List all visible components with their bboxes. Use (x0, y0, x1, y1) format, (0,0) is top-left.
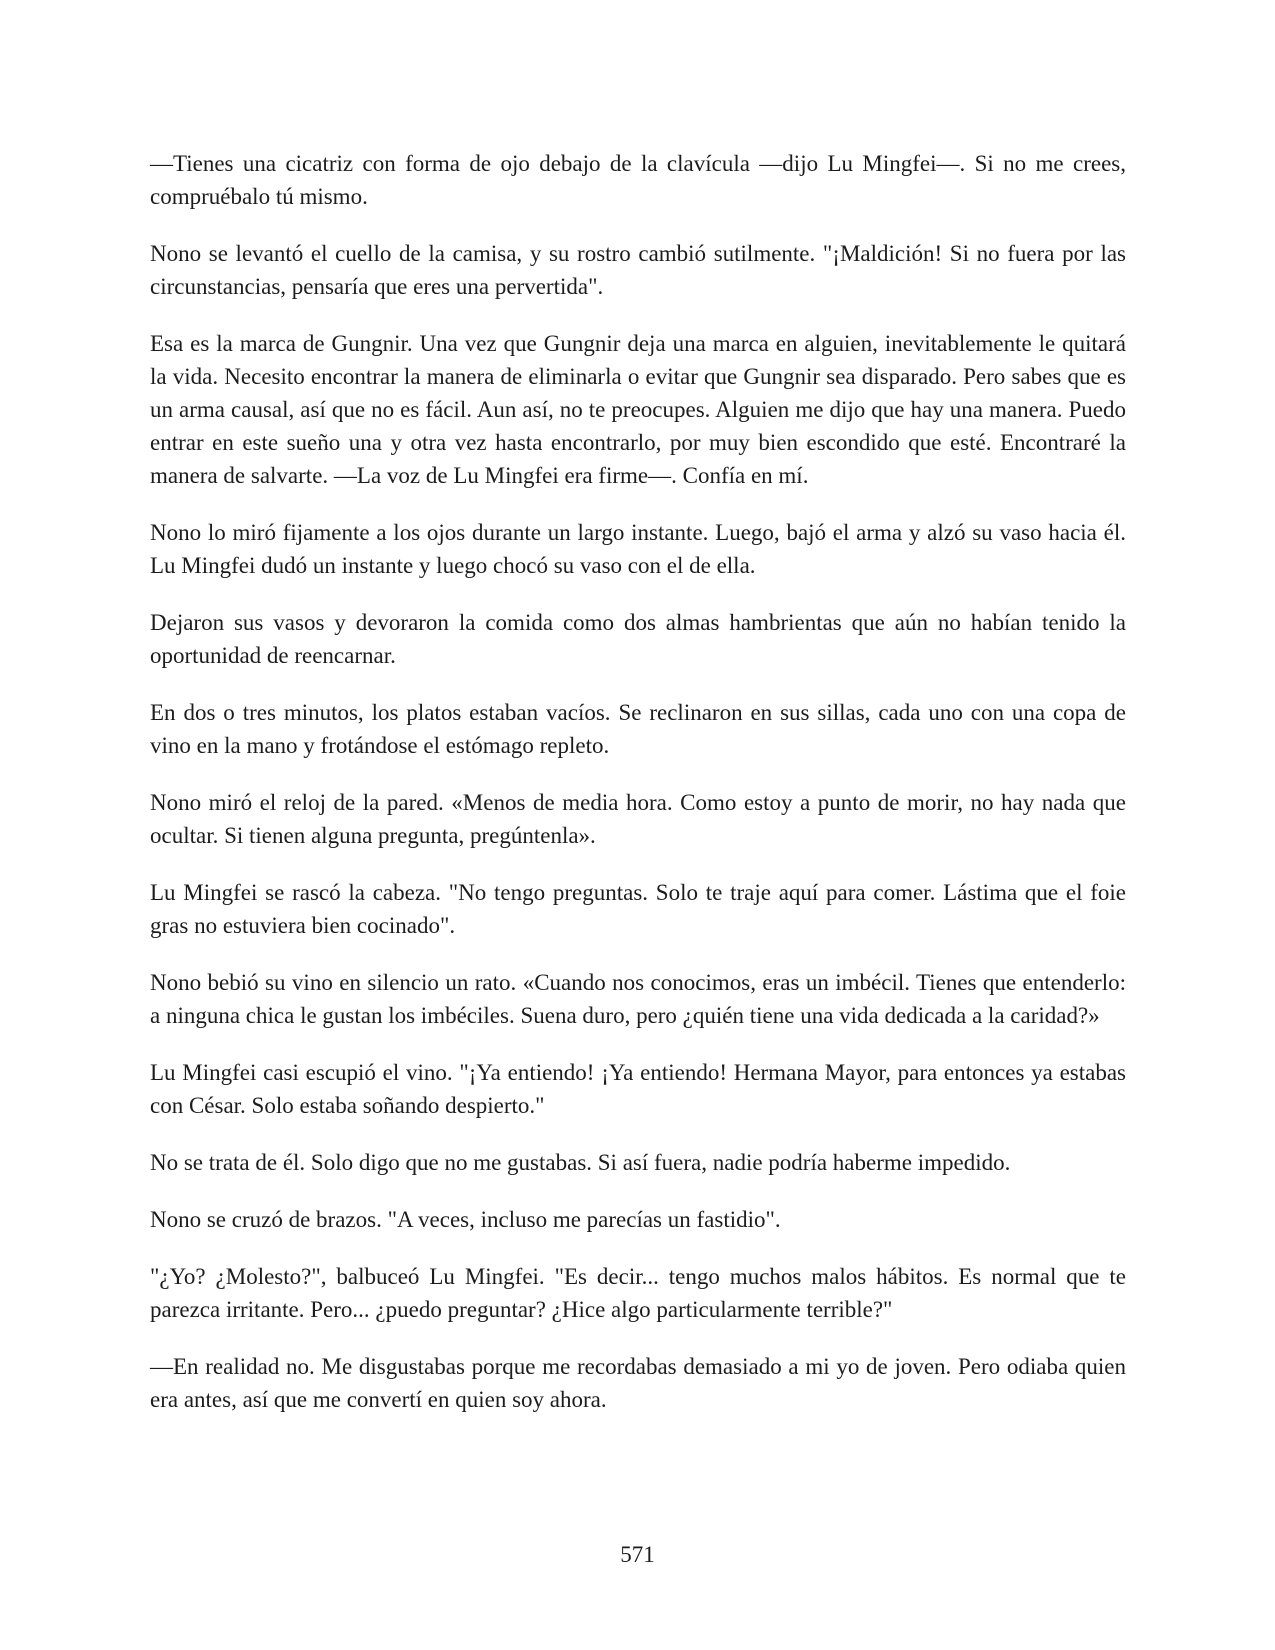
paragraph-3: Esa es la marca de Gungnir. Una vez que Gungnir deja una marca en alguien, inevitablemente le quitará la vida. Necesito encontrar la manera de eliminarla o evitar que Gungnir sea disparado. Pero sabes que es un arma causal, así que no es fácil. Aun así, no te preocupes. Alguien me dijo que hay una manera. Puedo entrar en este sueño una y otra vez hasta encontrarlo, por muy bien escondido que esté. Encontraré la manera de salvarte. —La voz de Lu Mingfei era firme—. Confía en mí. (150, 331, 1126, 488)
paragraph-8: Lu Mingfei se rascó la cabeza. "No tengo preguntas. Solo te traje aquí para comer. Lástima que el foie gras no estuviera bien cocinado". (150, 880, 1126, 938)
paragraph-12: Nono se cruzó de brazos. "A veces, incluso me parecías un fastidio". (150, 1207, 781, 1232)
page-number: 571 (620, 1542, 655, 1567)
paragraph-7: Nono miró el reloj de la pared. «Menos de media hora. Como estoy a punto de morir, no hay nada que ocultar. Si tienen alguna pregunta, pregúntenla». (150, 790, 1126, 848)
paragraph-5: Dejaron sus vasos y devoraron la comida como dos almas hambrientas que aún no habían tenido la oportunidad de reencarnar. (150, 610, 1126, 668)
paragraph-4: Nono lo miró fijamente a los ojos durante un largo instante. Luego, bajó el arma y alzó su vaso hacia él. Lu Mingfei dudó un instante y luego chocó su vaso con el de ella. (150, 520, 1126, 578)
paragraph-1: —Tienes una cicatriz con forma de ojo debajo de la clavícula —dijo Lu Mingfei—. Si no me crees, compruébalo tú mismo. (150, 151, 1126, 209)
paragraph-2: Nono se levantó el cuello de la camisa, y su rostro cambió sutilmente. "¡Maldición! Si no fuera por las circunstancias, pensaría que eres una pervertida". (150, 241, 1126, 299)
paragraph-11: No se trata de él. Solo digo que no me gustabas. Si así fuera, nadie podría haberme impedido. (150, 1150, 1011, 1175)
paragraph-6: En dos o tres minutos, los platos estaban vacíos. Se reclinaron en sus sillas, cada uno con una copa de vino en la mano y frotándose el estómago repleto. (150, 700, 1126, 758)
paragraph-10: Lu Mingfei casi escupió el vino. "¡Ya entiendo! ¡Ya entiendo! Hermana Mayor, para entonces ya estabas con César. Solo estaba soñando despierto." (150, 1060, 1126, 1118)
paragraph-9: Nono bebió su vino en silencio un rato. «Cuando nos conocimos, eras un imbécil. Tienes que entenderlo: a ninguna chica le gustan los imbéciles. Suena duro, pero ¿quién tiene una vida dedicada a la caridad?» (150, 970, 1126, 1028)
paragraph-14: —En realidad no. Me disgustabas porque me recordabas demasiado a mi yo de joven. Pero odiaba quien era antes, así que me convertí en quien soy ahora. (150, 1354, 1126, 1412)
paragraph-13: "¿Yo? ¿Molesto?", balbuceó Lu Mingfei. "Es decir... tengo muchos malos hábitos. Es normal que te parezca irritante. Pero... ¿puedo preguntar? ¿Hice algo particularmente terrible?" (150, 1264, 1126, 1322)
body-text (150, 147, 1126, 1440)
